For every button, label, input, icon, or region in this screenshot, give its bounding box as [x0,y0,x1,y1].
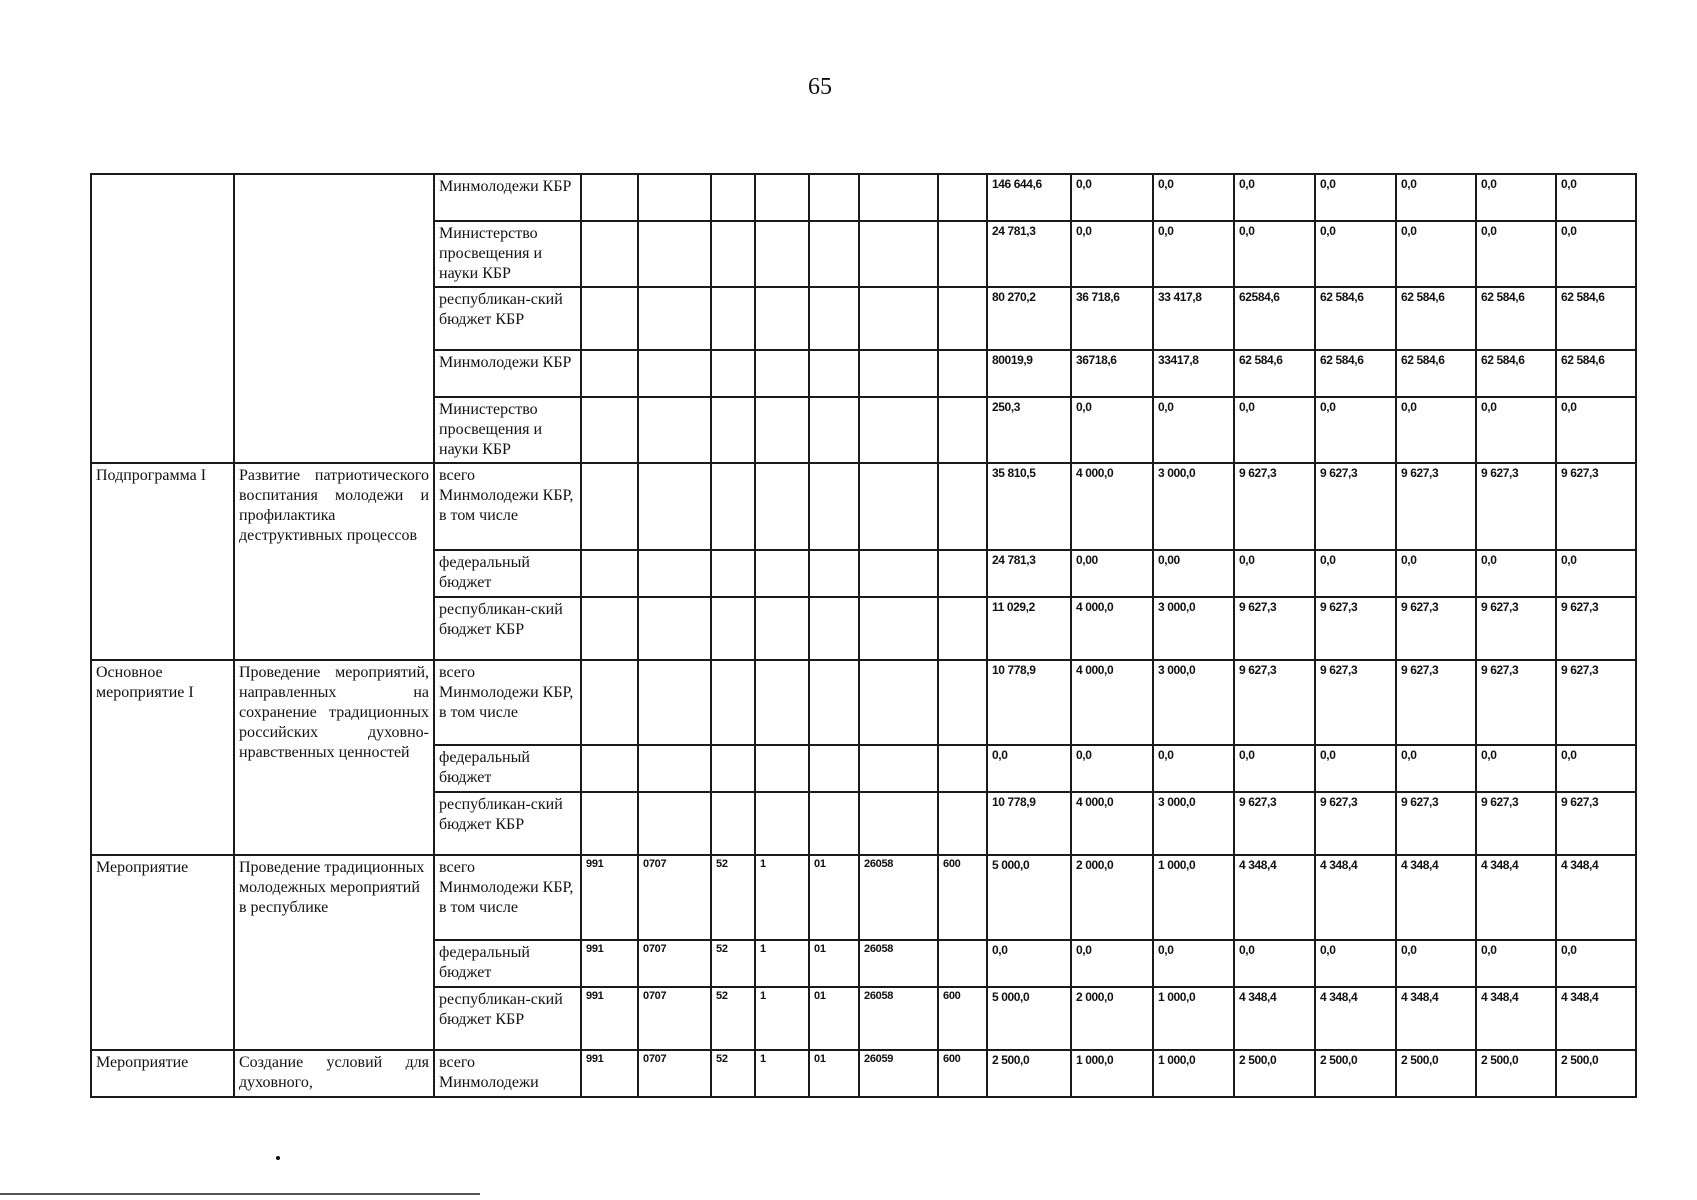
budget-code-cell [581,660,638,745]
amount-cell: 36718,6 [1071,350,1153,397]
amount-cell: 1 000,0 [1153,987,1234,1050]
budget-code-cell [581,745,638,792]
budget-table-body [91,174,1636,1097]
amount-cell: 9 627,3 [1476,463,1556,550]
amount-cell: 3 000,0 [1153,660,1234,745]
amount-cell: 2 500,0 [1556,1050,1636,1097]
budget-code-cell: 01 [809,987,859,1050]
budget-code-cell [638,745,711,792]
amount-cell: 0,0 [1396,221,1476,287]
funding-source-cell: Министерство просвещения и науки КБР [434,397,581,463]
amount-cell: 36 718,6 [1071,287,1153,350]
amount-cell: 4 348,4 [1396,855,1476,940]
budget-code-cell [809,660,859,745]
amount-cell: 10 778,9 [987,660,1071,745]
amount-cell: 9 627,3 [1315,597,1396,660]
amount-cell: 1 000,0 [1153,855,1234,940]
budget-code-cell [809,550,859,597]
amount-cell: 0,0 [1476,174,1556,221]
program-level-cell: Подпрограмма I [91,463,234,660]
amount-cell: 0,0 [1153,221,1234,287]
budget-code-cell: 0707 [638,1050,711,1097]
amount-cell: 0,00 [1071,550,1153,597]
amount-cell: 2 000,0 [1071,855,1153,940]
program-title-cell [234,174,434,463]
amount-cell: 0,0 [1476,397,1556,463]
amount-cell: 0,0 [1153,397,1234,463]
budget-code-cell [638,550,711,597]
amount-cell: 9 627,3 [1234,463,1315,550]
amount-cell: 0,0 [987,940,1071,987]
funding-source-cell: Министерство просвещения и науки КБР [434,221,581,287]
budget-code-cell [638,660,711,745]
amount-cell: 0,0 [1153,174,1234,221]
table-row [91,660,1636,745]
amount-cell: 2 500,0 [1315,1050,1396,1097]
amount-cell: 9 627,3 [1476,597,1556,660]
budget-code-cell [638,287,711,350]
amount-cell: 4 000,0 [1071,660,1153,745]
budget-code-cell: 991 [581,855,638,940]
amount-cell: 4 348,4 [1476,987,1556,1050]
amount-cell: 4 000,0 [1071,463,1153,550]
funding-source-cell: федеральный бюджет [434,940,581,987]
bottom-rule [0,1193,480,1195]
amount-cell: 0,0 [1556,550,1636,597]
funding-source-cell: Минмолодежи КБР [434,174,581,221]
amount-cell: 0,0 [1396,940,1476,987]
amount-cell: 1 000,0 [1153,1050,1234,1097]
amount-cell: 2 500,0 [1476,1050,1556,1097]
budget-code-cell [711,792,755,855]
amount-cell: 62 584,6 [1315,287,1396,350]
funding-source-cell: республикан-ский бюджет КБР [434,987,581,1050]
amount-cell: 9 627,3 [1476,792,1556,855]
amount-cell: 0,0 [1153,940,1234,987]
budget-code-cell: 0707 [638,855,711,940]
budget-code-cell: 991 [581,940,638,987]
budget-code-cell [638,221,711,287]
amount-cell: 0,0 [1153,745,1234,792]
amount-cell: 4 348,4 [1315,855,1396,940]
budget-code-cell [755,287,809,350]
budget-code-cell: 0707 [638,940,711,987]
budget-code-cell [859,660,938,745]
amount-cell: 3 000,0 [1153,463,1234,550]
budget-code-cell [638,174,711,221]
funding-source-cell: Минмолодежи КБР [434,350,581,397]
budget-code-cell [938,350,987,397]
budget-code-cell [638,792,711,855]
budget-code-cell [859,287,938,350]
budget-code-cell [938,287,987,350]
amount-cell: 0,0 [1556,940,1636,987]
amount-cell: 24 781,3 [987,221,1071,287]
budget-code-cell [755,745,809,792]
program-level-cell: Основное мероприятие I [91,660,234,855]
amount-cell: 9 627,3 [1396,597,1476,660]
program-level-cell [91,174,234,463]
budget-code-cell [581,597,638,660]
budget-code-cell [859,397,938,463]
budget-code-cell: 991 [581,987,638,1050]
amount-cell: 0,0 [1556,745,1636,792]
amount-cell: 9 627,3 [1556,792,1636,855]
budget-code-cell [809,792,859,855]
amount-cell: 2 500,0 [1234,1050,1315,1097]
amount-cell: 9 627,3 [1476,660,1556,745]
budget-code-cell [809,597,859,660]
budget-code-cell [581,550,638,597]
amount-cell: 0,0 [1396,397,1476,463]
budget-code-cell [581,792,638,855]
budget-code-cell [581,174,638,221]
amount-cell: 9 627,3 [1556,660,1636,745]
amount-cell: 62 584,6 [1556,287,1636,350]
budget-code-cell: 0707 [638,987,711,1050]
amount-cell: 9 627,3 [1234,792,1315,855]
amount-cell: 4 348,4 [1315,987,1396,1050]
budget-code-cell [711,597,755,660]
budget-code-cell [809,287,859,350]
amount-cell: 0,0 [1315,397,1396,463]
program-title-cell: Проведение мероприятий, направленных на сохранение традиционных российских духовно-нравственных ценностей [234,660,434,855]
amount-cell: 0,0 [987,745,1071,792]
program-title-cell: Проведение традиционных молодежных мероприятий в республике [234,855,434,1050]
amount-cell: 0,0 [1315,940,1396,987]
amount-cell: 62 584,6 [1476,287,1556,350]
budget-code-cell [938,174,987,221]
program-title-cell: Развитие патриотического воспитания молодежи и профилактика деструктивных процессов [234,463,434,660]
amount-cell: 9 627,3 [1556,463,1636,550]
amount-cell: 9 627,3 [1315,660,1396,745]
funding-source-cell: республикан-ский бюджет КБР [434,792,581,855]
table-row [91,174,1636,221]
budget-code-cell [809,174,859,221]
amount-cell: 33417,8 [1153,350,1234,397]
budget-code-cell: 01 [809,855,859,940]
budget-code-cell [755,597,809,660]
budget-code-cell [938,221,987,287]
program-title-cell: Создание условий для духовного, [234,1050,434,1097]
amount-cell: 5 000,0 [987,987,1071,1050]
amount-cell: 0,0 [1071,940,1153,987]
budget-code-cell [581,397,638,463]
budget-code-cell [711,174,755,221]
budget-code-cell [859,550,938,597]
funding-source-cell: всего Минмолодежи [434,1050,581,1097]
budget-code-cell: 1 [755,987,809,1050]
budget-code-cell: 01 [809,940,859,987]
budget-code-cell [755,792,809,855]
budget-code-cell: 1 [755,1050,809,1097]
funding-source-cell: федеральный бюджет [434,550,581,597]
budget-code-cell [859,463,938,550]
amount-cell: 62 584,6 [1315,350,1396,397]
amount-cell: 62 584,6 [1396,350,1476,397]
budget-code-cell [581,221,638,287]
amount-cell: 0,0 [1315,221,1396,287]
budget-code-cell: 52 [711,940,755,987]
amount-cell: 0,0 [1315,745,1396,792]
budget-code-cell: 52 [711,1050,755,1097]
amount-cell: 4 000,0 [1071,792,1153,855]
amount-cell: 4 348,4 [1234,987,1315,1050]
funding-source-cell: республикан-ский бюджет КБР [434,597,581,660]
budget-code-cell: 600 [938,1050,987,1097]
amount-cell: 62584,6 [1234,287,1315,350]
amount-cell: 9 627,3 [1396,660,1476,745]
stray-dot [276,1156,280,1160]
budget-code-cell: 600 [938,855,987,940]
budget-code-cell [809,745,859,792]
amount-cell: 0,0 [1476,940,1556,987]
budget-code-cell [859,350,938,397]
amount-cell: 5 000,0 [987,855,1071,940]
budget-code-cell: 1 [755,940,809,987]
amount-cell: 62 584,6 [1234,350,1315,397]
funding-source-cell: всего Минмолодежи КБР, в том числе [434,463,581,550]
budget-code-cell [581,287,638,350]
budget-code-cell [809,463,859,550]
budget-code-cell [755,550,809,597]
amount-cell: 0,0 [1476,550,1556,597]
amount-cell: 62 584,6 [1556,350,1636,397]
budget-code-cell [938,660,987,745]
budget-code-cell [755,350,809,397]
budget-code-cell [711,745,755,792]
amount-cell: 0,0 [1234,745,1315,792]
program-level-cell: Мероприятие [91,1050,234,1097]
budget-code-cell: 52 [711,987,755,1050]
budget-code-cell [638,463,711,550]
amount-cell: 250,3 [987,397,1071,463]
amount-cell: 4 348,4 [1556,855,1636,940]
funding-source-cell: федеральный бюджет [434,745,581,792]
amount-cell: 9 627,3 [1234,660,1315,745]
amount-cell: 0,0 [1071,174,1153,221]
amount-cell: 0,0 [1556,397,1636,463]
budget-code-cell [809,221,859,287]
amount-cell: 0,0 [1234,397,1315,463]
budget-code-cell: 26058 [859,855,938,940]
budget-code-cell: 26059 [859,1050,938,1097]
budget-code-cell: 1 [755,855,809,940]
budget-table [90,173,1637,1098]
amount-cell: 0,0 [1071,221,1153,287]
amount-cell: 1 000,0 [1071,1050,1153,1097]
amount-cell: 4 348,4 [1476,855,1556,940]
amount-cell: 0,0 [1476,221,1556,287]
amount-cell: 62 584,6 [1476,350,1556,397]
amount-cell: 0,00 [1153,550,1234,597]
amount-cell: 9 627,3 [1396,463,1476,550]
amount-cell: 11 029,2 [987,597,1071,660]
budget-code-cell: 01 [809,1050,859,1097]
budget-code-cell [581,463,638,550]
amount-cell: 146 644,6 [987,174,1071,221]
amount-cell: 0,0 [1071,397,1153,463]
budget-code-cell [755,221,809,287]
budget-code-cell [711,287,755,350]
amount-cell: 0,0 [1071,745,1153,792]
budget-code-cell [711,550,755,597]
budget-code-cell [809,350,859,397]
budget-code-cell [711,350,755,397]
budget-code-cell [809,397,859,463]
budget-code-cell [859,792,938,855]
budget-code-cell [755,397,809,463]
funding-source-cell: республикан-ский бюджет КБР [434,287,581,350]
budget-code-cell [755,463,809,550]
amount-cell: 9 627,3 [1234,597,1315,660]
budget-code-cell [859,221,938,287]
amount-cell: 2 500,0 [987,1050,1071,1097]
amount-cell: 2 000,0 [1071,987,1153,1050]
budget-code-cell [711,397,755,463]
budget-code-cell [938,463,987,550]
amount-cell: 4 348,4 [1234,855,1315,940]
amount-cell: 80019,9 [987,350,1071,397]
budget-code-cell [938,597,987,660]
budget-code-cell [638,350,711,397]
amount-cell: 9 627,3 [1556,597,1636,660]
table-row [91,463,1636,550]
budget-code-cell: 991 [581,1050,638,1097]
amount-cell: 0,0 [1315,550,1396,597]
budget-code-cell [711,660,755,745]
amount-cell: 0,0 [1476,745,1556,792]
budget-code-cell [938,940,987,987]
amount-cell: 80 270,2 [987,287,1071,350]
amount-cell: 4 000,0 [1071,597,1153,660]
amount-cell: 4 348,4 [1396,987,1476,1050]
budget-code-cell [581,350,638,397]
amount-cell: 0,0 [1396,745,1476,792]
amount-cell: 0,0 [1396,550,1476,597]
amount-cell: 33 417,8 [1153,287,1234,350]
budget-code-cell [938,397,987,463]
budget-code-cell [638,397,711,463]
budget-code-cell [755,660,809,745]
amount-cell: 35 810,5 [987,463,1071,550]
funding-source-cell: всего Минмолодежи КБР, в том числе [434,660,581,745]
amount-cell: 9 627,3 [1315,792,1396,855]
table-row [91,1050,1636,1097]
budget-code-cell: 52 [711,855,755,940]
amount-cell: 0,0 [1234,221,1315,287]
amount-cell: 2 500,0 [1396,1050,1476,1097]
amount-cell: 0,0 [1315,174,1396,221]
budget-code-cell [859,597,938,660]
amount-cell: 24 781,3 [987,550,1071,597]
amount-cell: 9 627,3 [1396,792,1476,855]
budget-code-cell [859,174,938,221]
budget-code-cell [638,597,711,660]
budget-code-cell [938,792,987,855]
page-number: 65 [808,74,832,100]
budget-code-cell [711,463,755,550]
budget-code-cell [711,221,755,287]
funding-source-cell: всего Минмолодежи КБР, в том числе [434,855,581,940]
amount-cell: 62 584,6 [1396,287,1476,350]
amount-cell: 0,0 [1234,940,1315,987]
amount-cell: 3 000,0 [1153,597,1234,660]
budget-code-cell: 26058 [859,940,938,987]
budget-code-cell [859,745,938,792]
budget-code-cell: 26058 [859,987,938,1050]
amount-cell: 0,0 [1556,221,1636,287]
amount-cell: 3 000,0 [1153,792,1234,855]
amount-cell: 0,0 [1556,174,1636,221]
budget-code-cell [938,550,987,597]
amount-cell: 10 778,9 [987,792,1071,855]
amount-cell: 4 348,4 [1556,987,1636,1050]
amount-cell: 0,0 [1396,174,1476,221]
amount-cell: 0,0 [1234,550,1315,597]
budget-code-cell: 600 [938,987,987,1050]
budget-code-cell [938,745,987,792]
amount-cell: 9 627,3 [1315,463,1396,550]
program-level-cell: Мероприятие [91,855,234,1050]
budget-code-cell [755,174,809,221]
table-row [91,855,1636,940]
amount-cell: 0,0 [1234,174,1315,221]
